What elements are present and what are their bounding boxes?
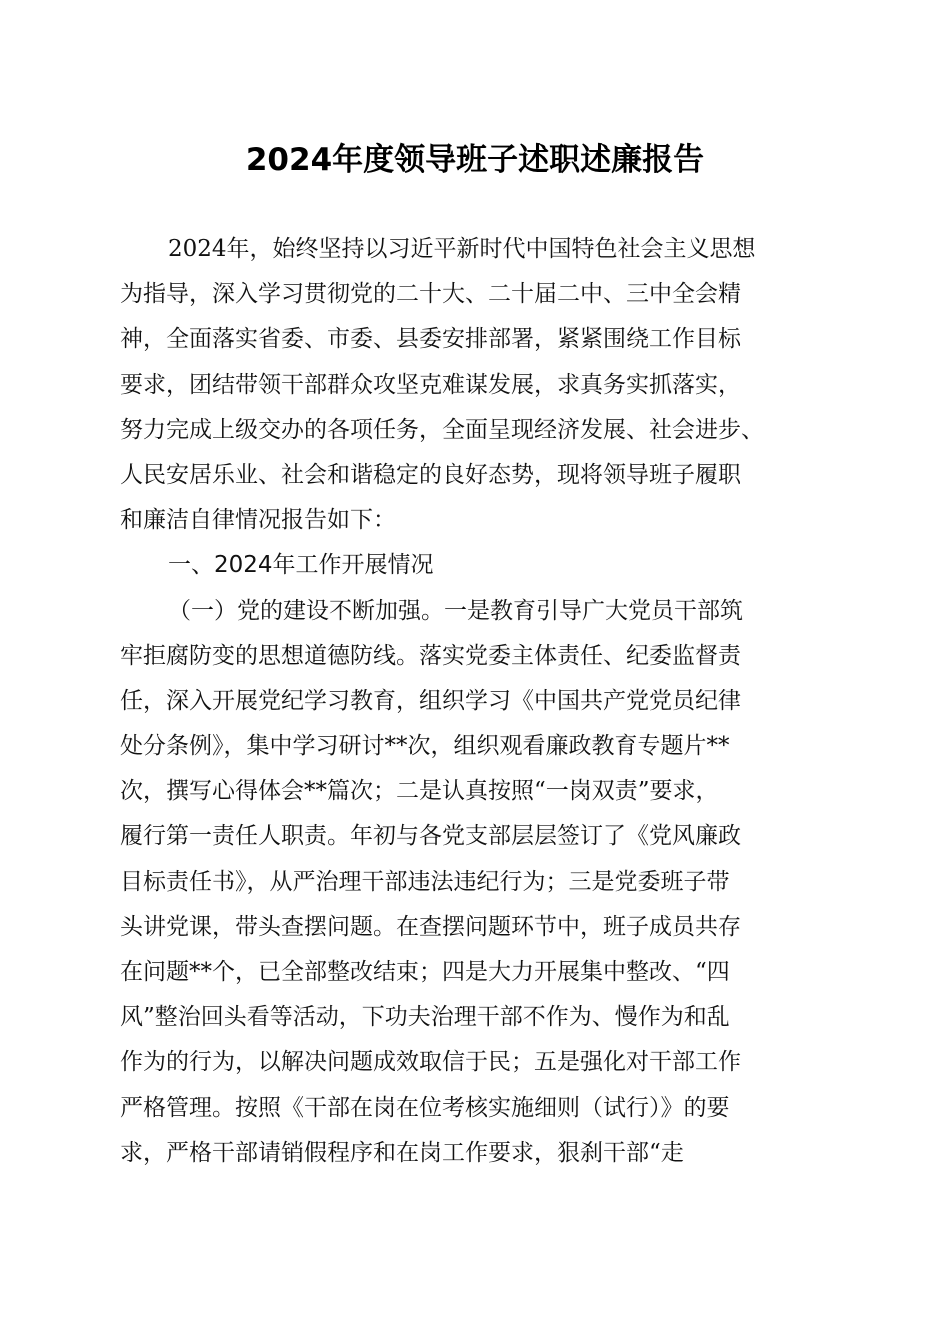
- body-line: 履行第一责任人职责。年初与各党支部层层签订了《党风廉政: [120, 823, 741, 850]
- body-line: 次，撰写心得体会**篇次；二是认真按照“一岗双责”要求，: [120, 778, 719, 805]
- subsection-first-text: 一是教育引导广大党员干部筑: [444, 597, 743, 624]
- body-line: 求，严格干部请销假程序和在岗工作要求，狠刹干部“走: [120, 1139, 684, 1166]
- intro-line: 和廉洁自律情况报告如下：: [120, 507, 396, 534]
- body-line: 在问题**个，已全部整改结束；四是大力开展集中整改、“四: [120, 959, 730, 985]
- subsection-first-line: [120, 589, 830, 634]
- body-line: 作为的行为，以解决问题成效取信于民；五是强化对干部工作: [120, 1049, 741, 1076]
- document-body: [120, 227, 830, 1176]
- intro-line: 努力完成上级交办的各项任务，全面呈现经济发展、社会进步、: [120, 416, 764, 443]
- intro-line: 为指导，深入学习贯彻党的二十大、二十届二中、三中全会精: [120, 281, 741, 308]
- body-line: 头讲党课，带头查摆问题。在查摆问题环节中，班子成员共存: [120, 913, 741, 940]
- page-title: 2024年度领导班子述职述廉报告: [245, 142, 705, 178]
- body-line: 任，深入开展党纪学习教育，组织学习《中国共产党党员纪律: [120, 687, 741, 714]
- body-line: 目标责任书》，从严治理干部违法违纪行为；三是党委班子带: [120, 868, 730, 895]
- body-line: 严格管理。按照《干部在岗在位考核实施细则（试行）》的要: [120, 1094, 730, 1121]
- body-line: 牢拒腐防变的思想道德防线。落实党委主体责任、纪委监督责: [120, 642, 741, 669]
- intro-line: 2024年，始终坚持以习近平新时代中国特色社会主义思想: [168, 236, 756, 262]
- intro-line: 人民安居乐业、社会和谐稳定的良好态势，现将领导班子履职: [120, 461, 741, 488]
- body-line: 风”整治回头看等活动，下功夫治理干部不作为、慢作为和乱: [120, 1004, 730, 1031]
- section-heading: 一、2024年工作开展情况: [168, 552, 434, 579]
- body-line: 处分条例》，集中学习研讨**次，组织观看廉政教育专题片**: [120, 733, 730, 760]
- intro-line: 神，全面落实省委、市委、县委安排部署，紧紧围绕工作目标: [120, 326, 741, 353]
- intro-line: 要求，团结带领干部群众攻坚克难谋发展，求真务实抓落实，: [120, 371, 741, 398]
- subsection-label: （一）党的建设不断加强。: [168, 597, 444, 624]
